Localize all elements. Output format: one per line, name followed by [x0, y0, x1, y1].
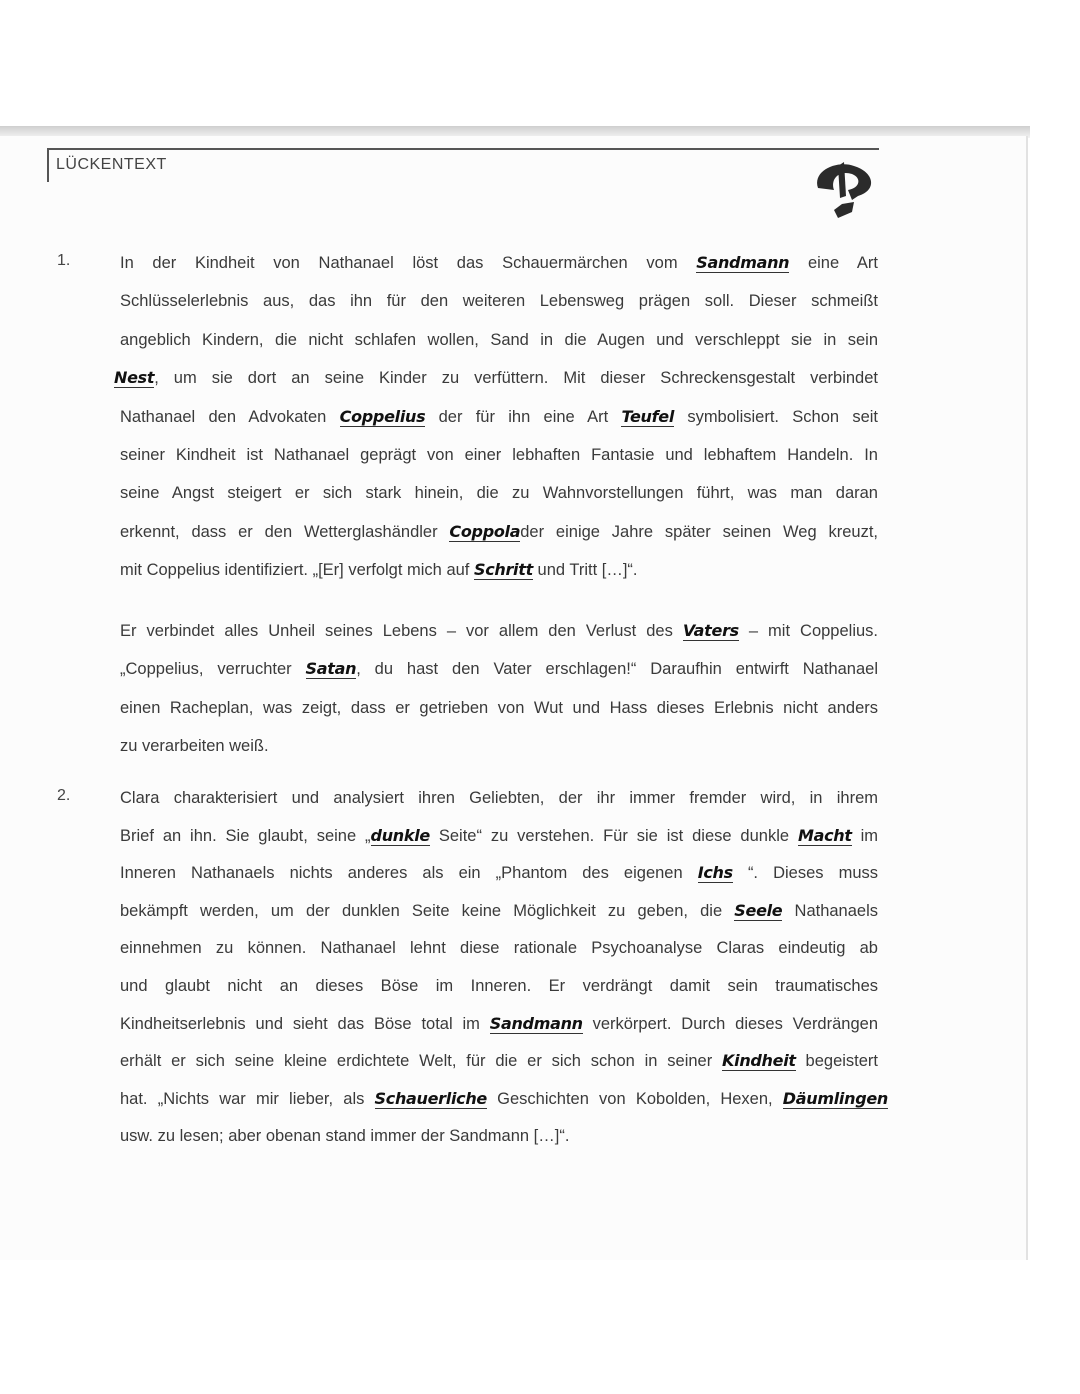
section-number: 1. — [57, 252, 71, 269]
printed-text: symbolisiert. Schon seit — [674, 407, 879, 426]
printed-text: seine Angst steigert er sich stark hinein, die zu Wahnvorstellungen führt, was man daran — [120, 484, 878, 503]
text-line — [120, 252, 878, 274]
printed-text: seiner Kindheit ist Nathanael geprägt von einer lebhaften Fantasie und lebhaftem Handeln. In — [120, 446, 878, 464]
printed-text: verkörpert. Durch dieses Verdrängen — [582, 1014, 878, 1033]
text-line — [120, 735, 878, 757]
printed-text: erhält er sich seine kleine erdichtete Welt, für die er sich schon in seiner — [120, 1052, 723, 1071]
text-line — [120, 406, 878, 428]
printed-text: Nathanael den Advokaten — [120, 407, 340, 426]
handwritten-answer: Vaters — [682, 621, 739, 640]
text-line — [120, 329, 878, 351]
text-line — [120, 862, 878, 884]
printed-text: “. Dieses muss — [732, 864, 878, 883]
printed-text: Brief an ihn. Sie glaubt, seine „ — [120, 826, 371, 845]
handwritten-answer: Macht — [797, 825, 852, 845]
handwritten-answer: Kindheit — [722, 1051, 796, 1071]
handwritten-answer: dunkle — [370, 825, 430, 845]
printed-text: der für ihn eine Art — [425, 407, 622, 426]
printed-text: usw. zu lesen; aber obenan stand immer der Sandmann […]“. — [120, 1127, 570, 1146]
text-line — [120, 521, 878, 543]
text-line — [120, 482, 878, 504]
printed-text: mit Coppelius identifiziert. „[Er] verfolgt mich auf — [120, 561, 474, 580]
printed-text: In der Kindheit von Nathanael löst das Schauermärchen vom — [120, 254, 697, 272]
printed-text: einen Racheplan, was zeigt, dass er getrieben von Wut und Hass dieses Erlebnis nicht anders — [120, 698, 878, 717]
text-line — [120, 1125, 878, 1147]
printed-text: Er verbindet alles Unheil seines Lebens – vor allem den Verlust des — [120, 622, 683, 640]
text-line — [120, 900, 878, 922]
text-line — [120, 1088, 888, 1110]
handwritten-answer: Ichs — [697, 863, 733, 883]
printed-text: einnehmen zu können. Nathanael lehnt diese rationale Psychoanalyse Claras eindeutig ab — [120, 939, 878, 958]
printed-text: und Tritt […]“. — [532, 561, 638, 580]
printed-text: Clara charakterisiert und analysiert ihren Geliebten, der ihr immer fremder wird, in ihrem — [120, 789, 878, 807]
header-frame — [47, 148, 879, 182]
printed-text: Geschichten von Kobolden, Hexen, — [486, 1089, 783, 1108]
printed-text: Kindheitserlebnis und sieht das Böse total im — [120, 1014, 490, 1033]
printed-text: , du hast den Vater erschlagen!“ Daraufhin entwirft Nathanael — [356, 660, 878, 679]
handwritten-answer: Sandmann — [696, 253, 790, 272]
handwritten-answer: Coppola — [449, 521, 521, 541]
printed-text: der einige Jahre später seinen Weg kreuzt, — [520, 522, 878, 541]
printed-text: im — [851, 826, 879, 845]
handwritten-answer: Satan — [305, 659, 357, 679]
printed-text: angeblich Kindern, die nicht schlafen wollen, Sand in die Augen und verschleppt sie in sein — [120, 330, 878, 349]
question-mark-logo-icon — [808, 160, 880, 222]
printed-text: hat. „Nichts war mir lieber, als — [120, 1089, 375, 1108]
printed-text: „Coppelius, verruchter — [120, 660, 306, 679]
text-line — [120, 975, 878, 997]
printed-text: – mit Coppelius. — [738, 622, 878, 640]
printed-text: Seite“ zu verstehen. Für sie ist diese dunkle — [429, 826, 798, 845]
printed-text: Schlüsselerlebnis aus, das ihn für den weiteren Lebensweg prägen soll. Dieser schmeißt — [120, 292, 878, 311]
text-line — [120, 1050, 878, 1072]
section-number: 2. — [57, 787, 71, 804]
text-line — [120, 825, 878, 847]
text-line — [120, 697, 878, 719]
text-line — [120, 937, 878, 959]
handwritten-answer: Schauerliche — [374, 1088, 487, 1108]
printed-text: zu verarbeiten weiß. — [120, 737, 269, 756]
handwritten-answer: Schritt — [473, 560, 533, 580]
printed-text: und glaubt nicht an dieses Böse im Inneren. Er verdrängt damit sein traumatisches — [120, 977, 878, 995]
handwritten-answer: Seele — [734, 900, 783, 920]
handwritten-answer: Coppelius — [339, 406, 426, 426]
text-line — [114, 367, 878, 389]
handwritten-answer: Sandmann — [489, 1013, 583, 1033]
text-line — [120, 290, 878, 312]
printed-text: Nathanaels — [782, 901, 879, 920]
text-line — [120, 1013, 878, 1035]
text-line — [120, 444, 878, 466]
handwritten-answer: Teufel — [621, 406, 675, 426]
handwritten-answer: Däumlingen — [782, 1088, 888, 1108]
text-line — [120, 559, 878, 581]
printed-text: eine Art — [789, 254, 878, 272]
handwritten-answer: Nest — [114, 368, 155, 388]
text-line — [120, 658, 878, 680]
printed-text: begeistert — [795, 1052, 879, 1071]
text-line — [120, 620, 878, 642]
printed-text: Inneren Nathanaels nichts anderes als ein „Phantom des eigenen — [120, 864, 698, 883]
worksheet-title: LÜCKENTEXT — [56, 156, 167, 173]
printed-text: bekämpft werden, um der dunklen Seite keine Möglichkeit zu geben, die — [120, 901, 735, 920]
text-line — [120, 787, 878, 809]
printed-text: erkennt, dass er den Wetterglashändler — [120, 522, 450, 541]
printed-text: , um sie dort an seine Kinder zu verfüttern. Mit dieser Schreckensgestalt verbindet — [154, 369, 878, 388]
